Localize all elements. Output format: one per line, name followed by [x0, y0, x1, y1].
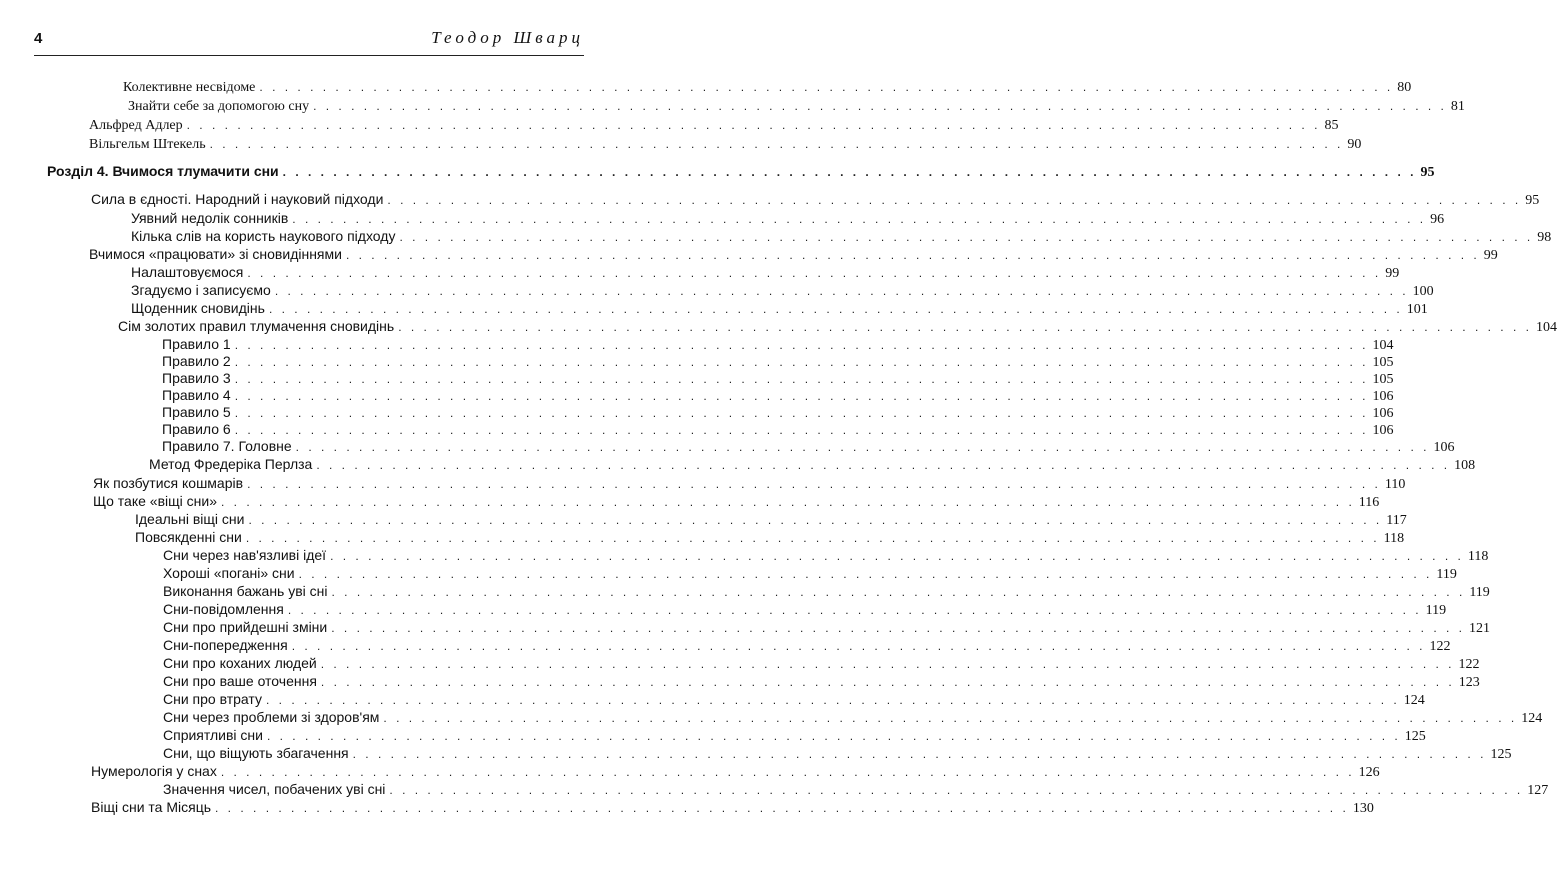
toc-page: 105 [1372, 372, 1394, 387]
toc-title: Сни-повідомлення [163, 601, 284, 617]
toc-page: 117 [1386, 513, 1407, 528]
toc-entry [131, 299, 1428, 317]
toc-entry [118, 317, 1557, 335]
toc-page: 81 [1450, 99, 1465, 114]
toc-leader: . . . . . . . . . . . . . . . . . . . . . . . . . . . . . . . . . . . . . . . . . . . . . . . . . . . . . . . . . . . . . . . . . . . . . . . . . . . . . . . . . . . . . . . . . . [316, 458, 1451, 472]
toc-leader: . . . . . . . . . . . . . . . . . . . . . . . . . . . . . . . . . . . . . . . . . . . . . . . . . . . . . . . . . . . . . . . . . . . . . . . . . . . . . . . . . . . . . . . . . . [330, 549, 1464, 563]
toc-leader: . . . . . . . . . . . . . . . . . . . . . . . . . . . . . . . . . . . . . . . . . . . . . . . . . . . . . . . . . . . . . . . . . . . . . . . . . . . . . . . . . . . . . . . . . . [265, 693, 1400, 707]
toc-leader: . . . . . . . . . . . . . . . . . . . . . . . . . . . . . . . . . . . . . . . . . . . . . . . . . . . . . . . . . . . . . . . . . . . . . . . . . . . . . . . . . . . . . . . . . . [389, 783, 1524, 797]
toc-entry [135, 528, 1405, 546]
toc-entry [163, 654, 1480, 672]
toc-page: 98 [1537, 230, 1552, 245]
toc-page: 121 [1469, 621, 1491, 636]
running-head-author: Теодор Шварц [431, 28, 584, 47]
toc-title: Сім золотих правил тлумачення сновидінь [118, 318, 395, 334]
toc-leader: . . . . . . . . . . . . . . . . . . . . . . . . . . . . . . . . . . . . . . . . . . . . . . . . . . . . . . . . . . . . . . . . . . . . . . . . . . . . . . . . . . . . . . . . . . [383, 711, 1518, 725]
toc-page: 122 [1458, 657, 1480, 672]
toc-page: 99 [1385, 266, 1400, 281]
toc-leader: . . . . . . . . . . . . . . . . . . . . . . . . . . . . . . . . . . . . . . . . . . . . . . . . . . . . . . . . . . . . . . . . . . . . . . . . . . . . . . . . . . . . . . . . . . [331, 585, 1466, 599]
toc-title: Кілька слів на користь наукового підходу [131, 228, 396, 244]
toc-title: Повсякденні сни [135, 529, 242, 545]
toc-entry [162, 420, 1394, 438]
toc-leader: . . . . . . . . . . . . . . . . . . . . . . . . . . . . . . . . . . . . . . . . . . . . . . . . . . . . . . . . . . . . . . . . . . . . . . . . . . . . . . . . . . . . . . . . . . [320, 675, 1455, 689]
toc-page: 125 [1490, 747, 1512, 762]
toc-page: 122 [1429, 639, 1451, 654]
toc-leader: . . . . . . . . . . . . . . . . . . . . . . . . . . . . . . . . . . . . . . . . . . . . . . . . . . . . . . . . . . . . . . . . . . . . . . . . . . . . . . . . . . . . . . . . . . [292, 212, 1427, 226]
toc-title: Сни, що віщують збагачення [163, 745, 349, 761]
toc-chapter-entry [47, 162, 1435, 180]
toc-entry [93, 492, 1380, 510]
toc-leader: . . . . . . . . . . . . . . . . . . . . . . . . . . . . . . . . . . . . . . . . . . . . . . . . . . . . . . . . . . . . . . . . . . . . . . . . . . . . . . . . . . . . . . . . . . [345, 248, 1480, 262]
toc-page: 80 [1397, 80, 1412, 95]
toc-title: Нумерологія у снах [91, 763, 217, 779]
toc-entry [163, 582, 1490, 600]
toc-leader: . . . . . . . . . . . . . . . . . . . . . . . . . . . . . . . . . . . . . . . . . . . . . . . . . . . . . . . . . . . . . . . . . . . . . . . . . . . . . . . . . . . . . . . . . . [234, 423, 1369, 437]
toc-title: Альфред Адлер [89, 118, 183, 133]
toc-entry [162, 437, 1455, 455]
toc-entry [163, 600, 1447, 618]
toc-page: 90 [1347, 137, 1362, 152]
toc-entry [162, 369, 1394, 387]
toc-entry [163, 780, 1549, 798]
toc-leader: . . . . . . . . . . . . . . . . . . . . . . . . . . . . . . . . . . . . . . . . . . . . . . . . . . . . . . . . . . . . . . . . . . . . . . . . . . . . . . . . . . . . . . . . . . [247, 477, 1381, 491]
toc-entry [91, 190, 1540, 208]
toc-title: Правило 3 [162, 370, 231, 386]
toc-entry [162, 352, 1394, 370]
toc-entry [162, 386, 1394, 404]
toc-page: 104 [1372, 338, 1394, 353]
toc-entry [93, 474, 1406, 492]
toc-page: 130 [1352, 801, 1374, 816]
toc-title: Хороші «погані» сни [163, 565, 295, 581]
toc-title: Сни про прийдешні зміни [163, 619, 328, 635]
toc-leader: . . . . . . . . . . . . . . . . . . . . . . . . . . . . . . . . . . . . . . . . . . . . . . . . . . . . . . . . . . . . . . . . . . . . . . . . . . . . . . . . . . . . . . . . . . [234, 372, 1369, 386]
toc-entry [162, 403, 1394, 421]
toc-leader: . . . . . . . . . . . . . . . . . . . . . . . . . . . . . . . . . . . . . . . . . . . . . . . . . . . . . . . . . . . . . . . . . . . . . . . . . . . . . . . . . . . . . . . . . . [234, 355, 1369, 369]
toc-leader: . . . . . . . . . . . . . . . . . . . . . . . . . . . . . . . . . . . . . . . . . . . . . . . . . . . . . . . . . . . . . . . . . . . . . . . . . . . . . . . . . . . . . . . . . . [220, 765, 1355, 779]
toc-title: Метод Фредеріка Перлза [149, 456, 313, 472]
toc-title: Правило 4 [162, 387, 231, 403]
toc-page: 118 [1467, 549, 1489, 564]
toc-title: Сни про ваше оточення [163, 673, 317, 689]
toc-leader: . . . . . . . . . . . . . . . . . . . . . . . . . . . . . . . . . . . . . . . . . . . . . . . . . . . . . . . . . . . . . . . . . . . . . . . . . . . . . . . . . . . . . . . . . . [287, 603, 1422, 617]
toc-entry [163, 636, 1451, 654]
toc-page: 118 [1383, 531, 1405, 546]
toc-page: 96 [1430, 212, 1445, 227]
toc-entry [163, 546, 1489, 564]
toc-page: 110 [1384, 477, 1406, 492]
toc-title: Як позбутися кошмарів [93, 475, 244, 491]
toc-title: Правило 7. Головне [162, 438, 292, 454]
toc-leader: . . . . . . . . . . . . . . . . . . . . . . . . . . . . . . . . . . . . . . . . . . . . . . . . . . . . . . . . . . . . . . . . . . . . . . . . . . . . . . . . . . . . . . . . . . [248, 513, 1383, 527]
toc-entry [131, 263, 1400, 281]
toc-page: 116 [1358, 495, 1380, 510]
toc-page: 108 [1454, 458, 1476, 473]
page-number: 4 [34, 30, 43, 47]
toc-page: 95 [1420, 165, 1435, 180]
toc-entry [163, 672, 1480, 690]
toc-page: 106 [1372, 389, 1394, 404]
toc-entry [162, 335, 1394, 353]
toc-entry [163, 564, 1457, 582]
toc-leader: . . . . . . . . . . . . . . . . . . . . . . . . . . . . . . . . . . . . . . . . . . . . . . . . . . . . . . . . . . . . . . . . . . . . . . . . . . . . . . . . . . . . . . . . . . [352, 747, 1487, 761]
toc-leader: . . . . . . . . . . . . . . . . . . . . . . . . . . . . . . . . . . . . . . . . . . . . . . . . . . . . . . . . . . . . . . . . . . . . . . . . . . . . . . . . . . . . . . . . . . [215, 801, 1349, 815]
toc-leader: . . . . . . . . . . . . . . . . . . . . . . . . . . . . . . . . . . . . . . . . . . . . . . . . . . . . . . . . . . . . . . . . . . . . . . . . . . . . . . . . . . . . . . . . . . [221, 495, 1355, 509]
toc-leader: . . . . . . . . . . . . . . . . . . . . . . . . . . . . . . . . . . . . . . . . . . . . . . . . . . . . . . . . . . . . . . . . . . . . . . . . . . . . . . . . . . . . . . . . . . [282, 165, 1417, 179]
toc-title: Сни-попередження [163, 637, 288, 653]
toc-entry [163, 708, 1543, 726]
toc-title: Сила в єдності. Народний і науковий підходи [91, 191, 384, 207]
toc-entry [163, 690, 1425, 708]
toc-page: 106 [1372, 406, 1394, 421]
toc-page: 104 [1535, 320, 1557, 335]
toc-page: 127 [1527, 783, 1549, 798]
toc-page: 106 [1433, 440, 1455, 455]
toc-leader: . . . . . . . . . . . . . . . . . . . . . . . . . . . . . . . . . . . . . . . . . . . . . . . . . . . . . . . . . . . . . . . . . . . . . . . . . . . . . . . . . . . . . . . . . . [266, 729, 1401, 743]
toc-leader: . . . . . . . . . . . . . . . . . . . . . . . . . . . . . . . . . . . . . . . . . . . . . . . . . . . . . . . . . . . . . . . . . . . . . . . . . . . . . . . . . . . . . . . . . . [234, 389, 1369, 403]
toc-entry [89, 245, 1498, 263]
toc-leader: . . . . . . . . . . . . . . . . . . . . . . . . . . . . . . . . . . . . . . . . . . . . . . . . . . . . . . . . . . . . . . . . . . . . . . . . . . . . . . . . . . . . . . . . . . [331, 621, 1466, 635]
toc-page: 123 [1458, 675, 1480, 690]
toc-title: Налаштовуємося [131, 264, 244, 280]
toc-entry [123, 78, 1412, 96]
toc-title: Сни про втрату [163, 691, 262, 707]
toc-leader: . . . . . . . . . . . . . . . . . . . . . . . . . . . . . . . . . . . . . . . . . . . . . . . . . . . . . . . . . . . . . . . . . . . . . . . . . . . . . . . . . . . . . . . . . . [186, 118, 1321, 132]
toc-leader: . . . . . . . . . . . . . . . . . . . . . . . . . . . . . . . . . . . . . . . . . . . . . . . . . . . . . . . . . . . . . . . . . . . . . . . . . . . . . . . . . . . . . . . . . . [259, 80, 1394, 94]
toc-page: 126 [1358, 765, 1380, 780]
toc-title: Розділ 4. Вчимося тлумачити сни [47, 163, 279, 179]
toc-title: Що таке «віщі сни» [93, 493, 217, 509]
toc-page: 105 [1372, 355, 1394, 370]
toc-title: Правило 2 [162, 353, 231, 369]
toc-title: Правило 1 [162, 336, 231, 352]
toc-entry [135, 510, 1407, 528]
toc-leader: . . . . . . . . . . . . . . . . . . . . . . . . . . . . . . . . . . . . . . . . . . . . . . . . . . . . . . . . . . . . . . . . . . . . . . . . . . . . . . . . . . . . . . . . . . [234, 406, 1369, 420]
toc-entry [91, 798, 1374, 816]
toc-title: Щоденник сновидінь [131, 300, 265, 316]
toc-page: 119 [1436, 567, 1457, 582]
toc-leader: . . . . . . . . . . . . . . . . . . . . . . . . . . . . . . . . . . . . . . . . . . . . . . . . . . . . . . . . . . . . . . . . . . . . . . . . . . . . . . . . . . . . . . . . . . [398, 320, 1532, 334]
toc-page: 100 [1412, 284, 1434, 299]
toc-entry [89, 116, 1339, 134]
toc-title: Сни про коханих людей [163, 655, 317, 671]
toc-entry [163, 726, 1426, 744]
toc-leader: . . . . . . . . . . . . . . . . . . . . . . . . . . . . . . . . . . . . . . . . . . . . . . . . . . . . . . . . . . . . . . . . . . . . . . . . . . . . . . . . . . . . . . . . . . [268, 302, 1403, 316]
toc-title: Сни через проблеми зі здоров'ям [163, 709, 380, 725]
toc-page: 101 [1406, 302, 1428, 317]
toc-page: 95 [1525, 193, 1540, 208]
toc-page: 125 [1404, 729, 1426, 744]
toc-leader: . . . . . . . . . . . . . . . . . . . . . . . . . . . . . . . . . . . . . . . . . . . . . . . . . . . . . . . . . . . . . . . . . . . . . . . . . . . . . . . . . . . . . . . . . . [320, 657, 1455, 671]
toc-entry [91, 762, 1380, 780]
toc-title: Значення чисел, побачених уві сні [163, 781, 386, 797]
toc-leader: . . . . . . . . . . . . . . . . . . . . . . . . . . . . . . . . . . . . . . . . . . . . . . . . . . . . . . . . . . . . . . . . . . . . . . . . . . . . . . . . . . . . . . . . . . [245, 531, 1380, 545]
toc-entry [163, 744, 1512, 762]
toc-title: Згадуємо і записуємо [131, 282, 271, 298]
toc-title: Виконання бажань уві сні [163, 583, 328, 599]
toc-leader: . . . . . . . . . . . . . . . . . . . . . . . . . . . . . . . . . . . . . . . . . . . . . . . . . . . . . . . . . . . . . . . . . . . . . . . . . . . . . . . . . . . . . . . . . . [209, 137, 1344, 151]
toc-title: Ідеальні віщі сни [135, 511, 245, 527]
toc-page: 124 [1403, 693, 1425, 708]
toc-leader: . . . . . . . . . . . . . . . . . . . . . . . . . . . . . . . . . . . . . . . . . . . . . . . . . . . . . . . . . . . . . . . . . . . . . . . . . . . . . . . . . . . . . . . . . . [313, 99, 1447, 113]
toc-page: 124 [1521, 711, 1543, 726]
toc-entry [131, 209, 1445, 227]
toc-leader: . . . . . . . . . . . . . . . . . . . . . . . . . . . . . . . . . . . . . . . . . . . . . . . . . . . . . . . . . . . . . . . . . . . . . . . . . . . . . . . . . . . . . . . . . . [247, 266, 1382, 280]
toc-leader: . . . . . . . . . . . . . . . . . . . . . . . . . . . . . . . . . . . . . . . . . . . . . . . . . . . . . . . . . . . . . . . . . . . . . . . . . . . . . . . . . . . . . . . . . . [399, 230, 1534, 244]
toc-entry [89, 135, 1362, 153]
toc-title: Вільгельм Штекель [89, 137, 206, 152]
toc-leader: . . . . . . . . . . . . . . . . . . . . . . . . . . . . . . . . . . . . . . . . . . . . . . . . . . . . . . . . . . . . . . . . . . . . . . . . . . . . . . . . . . . . . . . . . . [387, 193, 1522, 207]
toc-title: Знайти себе за допомогою сну [128, 99, 310, 114]
toc-entry [131, 281, 1434, 299]
toc-page: 85 [1324, 118, 1339, 133]
toc-title: Віщі сни та Місяць [91, 799, 212, 815]
toc-leader: . . . . . . . . . . . . . . . . . . . . . . . . . . . . . . . . . . . . . . . . . . . . . . . . . . . . . . . . . . . . . . . . . . . . . . . . . . . . . . . . . . . . . . . . . . [234, 338, 1369, 352]
toc-title: Правило 5 [162, 404, 231, 420]
toc-entry [128, 97, 1465, 115]
toc-entry [131, 227, 1552, 245]
toc-title: Вчимося «працювати» зі сновидіннями [89, 246, 342, 262]
toc-page: 99 [1483, 248, 1498, 263]
toc-page: 119 [1425, 603, 1447, 618]
toc-entry [163, 618, 1491, 636]
toc-title: Уявний недолік сонників [131, 210, 289, 226]
toc-title: Сни через нав'язливі ідеї [163, 547, 327, 563]
toc-page: 119 [1469, 585, 1490, 600]
toc-title: Правило 6 [162, 421, 231, 437]
toc-leader: . . . . . . . . . . . . . . . . . . . . . . . . . . . . . . . . . . . . . . . . . . . . . . . . . . . . . . . . . . . . . . . . . . . . . . . . . . . . . . . . . . . . . . . . . . [291, 639, 1426, 653]
toc-title: Колективне несвідоме [123, 80, 256, 95]
toc-title: Сприятливі сни [163, 727, 263, 743]
toc-page: 106 [1372, 423, 1394, 438]
toc-leader: . . . . . . . . . . . . . . . . . . . . . . . . . . . . . . . . . . . . . . . . . . . . . . . . . . . . . . . . . . . . . . . . . . . . . . . . . . . . . . . . . . . . . . . . . . [298, 567, 1433, 581]
toc-leader: . . . . . . . . . . . . . . . . . . . . . . . . . . . . . . . . . . . . . . . . . . . . . . . . . . . . . . . . . . . . . . . . . . . . . . . . . . . . . . . . . . . . . . . . . . [295, 440, 1430, 454]
toc-leader: . . . . . . . . . . . . . . . . . . . . . . . . . . . . . . . . . . . . . . . . . . . . . . . . . . . . . . . . . . . . . . . . . . . . . . . . . . . . . . . . . . . . . . . . . . [274, 284, 1409, 298]
toc-entry [149, 455, 1476, 473]
